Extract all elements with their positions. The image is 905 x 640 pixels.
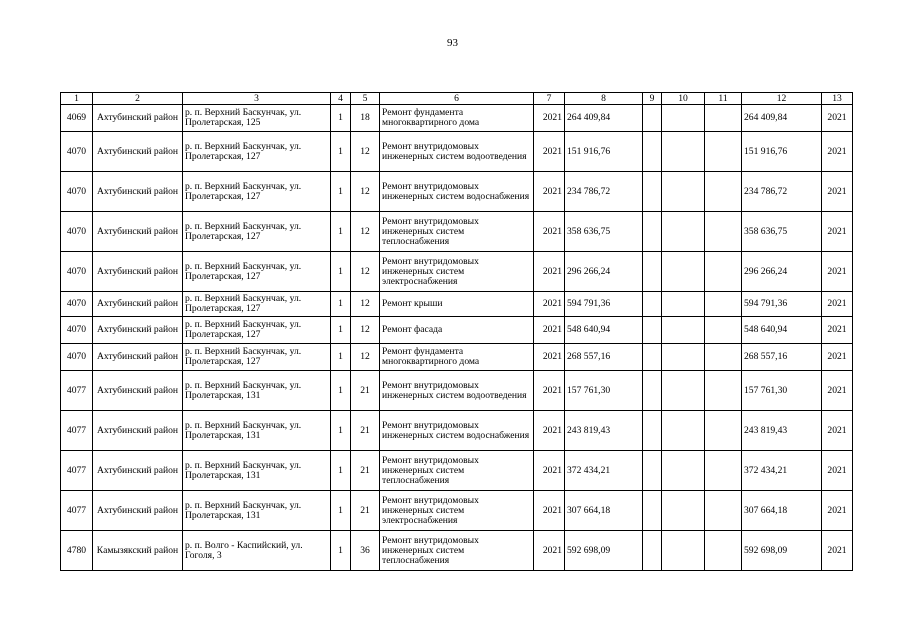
col10-cell [662, 317, 705, 344]
col11-cell [705, 451, 742, 491]
col11-cell [705, 411, 742, 451]
column-header: 9 [643, 93, 662, 105]
amount-cell: 234 786,72 [565, 172, 643, 212]
record-id-cell: 4077 [61, 491, 93, 531]
district-cell: Ахтубинский район [93, 411, 183, 451]
end-year-cell: 2021 [822, 132, 853, 172]
col9-cell [643, 105, 662, 132]
table-row [61, 531, 853, 571]
address-cell: р. п. Волго - Каспийский, ул. Гоголя, 3 [183, 531, 331, 571]
column-header: 10 [662, 93, 705, 105]
work-type-cell: Ремонт внутридомовых инженерных систем теплоснабжения [380, 212, 534, 252]
record-id-cell: 4070 [61, 292, 93, 317]
total-amount-cell: 268 557,16 [742, 344, 822, 371]
district-cell: Ахтубинский район [93, 105, 183, 132]
col10-cell [662, 105, 705, 132]
district-cell: Ахтубинский район [93, 371, 183, 411]
column-header: 7 [534, 93, 565, 105]
column-header: 13 [822, 93, 853, 105]
col5-cell: 12 [351, 344, 380, 371]
address-cell: р. п. Верхний Баскунчак, ул. Пролетарская, 127 [183, 317, 331, 344]
district-cell: Ахтубинский район [93, 317, 183, 344]
total-amount-cell: 296 266,24 [742, 252, 822, 292]
col10-cell [662, 491, 705, 531]
end-year-cell: 2021 [822, 344, 853, 371]
col11-cell [705, 212, 742, 252]
record-id-cell: 4069 [61, 105, 93, 132]
col10-cell [662, 132, 705, 172]
col11-cell [705, 371, 742, 411]
record-id-cell: 4077 [61, 411, 93, 451]
amount-cell: 358 636,75 [565, 212, 643, 252]
district-cell: Ахтубинский район [93, 132, 183, 172]
district-cell: Ахтубинский район [93, 172, 183, 212]
total-amount-cell: 592 698,09 [742, 531, 822, 571]
col5-cell: 36 [351, 531, 380, 571]
address-cell: р. п. Верхний Баскунчак, ул. Пролетарская, 131 [183, 411, 331, 451]
col5-cell: 21 [351, 451, 380, 491]
total-amount-cell: 234 786,72 [742, 172, 822, 212]
col5-cell: 21 [351, 371, 380, 411]
year-cell: 2021 [534, 491, 565, 531]
col11-cell [705, 531, 742, 571]
year-cell: 2021 [534, 317, 565, 344]
end-year-cell: 2021 [822, 292, 853, 317]
col4-cell: 1 [331, 252, 351, 292]
record-id-cell: 4070 [61, 317, 93, 344]
year-cell: 2021 [534, 212, 565, 252]
col9-cell [643, 317, 662, 344]
end-year-cell: 2021 [822, 212, 853, 252]
table-row [61, 411, 853, 451]
total-amount-cell: 151 916,76 [742, 132, 822, 172]
col11-cell [705, 252, 742, 292]
work-type-cell: Ремонт внутридомовых инженерных систем водоотведения [380, 132, 534, 172]
work-type-cell: Ремонт фундамента многоквартирного дома [380, 344, 534, 371]
col9-cell [643, 531, 662, 571]
amount-cell: 307 664,18 [565, 491, 643, 531]
col10-cell [662, 371, 705, 411]
address-cell: р. п. Верхний Баскунчак, ул. Пролетарская, 127 [183, 292, 331, 317]
col5-cell: 12 [351, 172, 380, 212]
district-cell: Камызякский район [93, 531, 183, 571]
page-number: 93 [447, 37, 458, 49]
table-row [61, 252, 853, 292]
column-header: 5 [351, 93, 380, 105]
end-year-cell: 2021 [822, 531, 853, 571]
col4-cell: 1 [331, 292, 351, 317]
col5-cell: 12 [351, 252, 380, 292]
district-cell: Ахтубинский район [93, 212, 183, 252]
total-amount-cell: 594 791,36 [742, 292, 822, 317]
year-cell: 2021 [534, 451, 565, 491]
end-year-cell: 2021 [822, 252, 853, 292]
table-row [61, 105, 853, 132]
address-cell: р. п. Верхний Баскунчак, ул. Пролетарская, 127 [183, 344, 331, 371]
col9-cell [643, 451, 662, 491]
district-cell: Ахтубинский район [93, 451, 183, 491]
col4-cell: 1 [331, 531, 351, 571]
amount-cell: 592 698,09 [565, 531, 643, 571]
header-row [61, 93, 853, 105]
col10-cell [662, 411, 705, 451]
work-type-cell: Ремонт внутридомовых инженерных систем водоотведения [380, 371, 534, 411]
col5-cell: 12 [351, 212, 380, 252]
amount-cell: 268 557,16 [565, 344, 643, 371]
amount-cell: 243 819,43 [565, 411, 643, 451]
work-type-cell: Ремонт внутридомовых инженерных систем электроснабжения [380, 252, 534, 292]
district-cell: Ахтубинский район [93, 344, 183, 371]
address-cell: р. п. Верхний Баскунчак, ул. Пролетарская, 127 [183, 132, 331, 172]
end-year-cell: 2021 [822, 317, 853, 344]
col9-cell [643, 344, 662, 371]
col5-cell: 12 [351, 132, 380, 172]
total-amount-cell: 157 761,30 [742, 371, 822, 411]
col10-cell [662, 531, 705, 571]
amount-cell: 372 434,21 [565, 451, 643, 491]
table-row [61, 292, 853, 317]
total-amount-cell: 358 636,75 [742, 212, 822, 252]
end-year-cell: 2021 [822, 451, 853, 491]
district-cell: Ахтубинский район [93, 491, 183, 531]
record-id-cell: 4070 [61, 132, 93, 172]
col10-cell [662, 344, 705, 371]
year-cell: 2021 [534, 292, 565, 317]
amount-cell: 548 640,94 [565, 317, 643, 344]
work-type-cell: Ремонт фундамента многоквартирного дома [380, 105, 534, 132]
year-cell: 2021 [534, 344, 565, 371]
work-type-cell: Ремонт внутридомовых инженерных систем теплоснабжения [380, 451, 534, 491]
col4-cell: 1 [331, 212, 351, 252]
col11-cell [705, 491, 742, 531]
table-row [61, 212, 853, 252]
col9-cell [643, 292, 662, 317]
year-cell: 2021 [534, 252, 565, 292]
col4-cell: 1 [331, 317, 351, 344]
column-header: 12 [742, 93, 822, 105]
total-amount-cell: 243 819,43 [742, 411, 822, 451]
amount-cell: 594 791,36 [565, 292, 643, 317]
column-header: 2 [93, 93, 183, 105]
end-year-cell: 2021 [822, 105, 853, 132]
col5-cell: 12 [351, 317, 380, 344]
work-type-cell: Ремонт фасада [380, 317, 534, 344]
column-header: 1 [61, 93, 93, 105]
col5-cell: 18 [351, 105, 380, 132]
col10-cell [662, 212, 705, 252]
col4-cell: 1 [331, 172, 351, 212]
col9-cell [643, 132, 662, 172]
table-row [61, 491, 853, 531]
col4-cell: 1 [331, 411, 351, 451]
amount-cell: 296 266,24 [565, 252, 643, 292]
work-type-cell: Ремонт внутридомовых инженерных систем водоснабжения [380, 172, 534, 212]
col4-cell: 1 [331, 105, 351, 132]
col10-cell [662, 252, 705, 292]
end-year-cell: 2021 [822, 491, 853, 531]
work-type-cell: Ремонт внутридомовых инженерных систем электроснабжения [380, 491, 534, 531]
address-cell: р. п. Верхний Баскунчак, ул. Пролетарская, 127 [183, 252, 331, 292]
col11-cell [705, 344, 742, 371]
table-row [61, 317, 853, 344]
col10-cell [662, 292, 705, 317]
amount-cell: 157 761,30 [565, 371, 643, 411]
column-header: 4 [331, 93, 351, 105]
total-amount-cell: 307 664,18 [742, 491, 822, 531]
end-year-cell: 2021 [822, 411, 853, 451]
record-id-cell: 4070 [61, 212, 93, 252]
record-id-cell: 4070 [61, 172, 93, 212]
year-cell: 2021 [534, 371, 565, 411]
year-cell: 2021 [534, 132, 565, 172]
work-type-cell: Ремонт крыши [380, 292, 534, 317]
column-header: 3 [183, 93, 331, 105]
col11-cell [705, 105, 742, 132]
table-row [61, 344, 853, 371]
end-year-cell: 2021 [822, 371, 853, 411]
repair-schedule-table [60, 92, 853, 571]
year-cell: 2021 [534, 105, 565, 132]
total-amount-cell: 264 409,84 [742, 105, 822, 132]
table-row [61, 172, 853, 212]
table-row [61, 371, 853, 411]
col9-cell [643, 212, 662, 252]
address-cell: р. п. Верхний Баскунчак, ул. Пролетарская, 127 [183, 172, 331, 212]
year-cell: 2021 [534, 172, 565, 212]
col10-cell [662, 172, 705, 212]
col4-cell: 1 [331, 344, 351, 371]
total-amount-cell: 372 434,21 [742, 451, 822, 491]
col11-cell [705, 132, 742, 172]
table-row [61, 132, 853, 172]
col4-cell: 1 [331, 451, 351, 491]
record-id-cell: 4077 [61, 451, 93, 491]
record-id-cell: 4070 [61, 252, 93, 292]
amount-cell: 151 916,76 [565, 132, 643, 172]
table-row [61, 451, 853, 491]
district-cell: Ахтубинский район [93, 292, 183, 317]
amount-cell: 264 409,84 [565, 105, 643, 132]
col11-cell [705, 172, 742, 212]
district-cell: Ахтубинский район [93, 252, 183, 292]
column-header: 6 [380, 93, 534, 105]
address-cell: р. п. Верхний Баскунчак, ул. Пролетарская, 125 [183, 105, 331, 132]
col11-cell [705, 317, 742, 344]
col5-cell: 21 [351, 491, 380, 531]
record-id-cell: 4077 [61, 371, 93, 411]
col11-cell [705, 292, 742, 317]
work-type-cell: Ремонт внутридомовых инженерных систем водоснабжения [380, 411, 534, 451]
address-cell: р. п. Верхний Баскунчак, ул. Пролетарская, 131 [183, 451, 331, 491]
record-id-cell: 4070 [61, 344, 93, 371]
col9-cell [643, 411, 662, 451]
year-cell: 2021 [534, 531, 565, 571]
column-header: 8 [565, 93, 643, 105]
column-header: 11 [705, 93, 742, 105]
col4-cell: 1 [331, 491, 351, 531]
end-year-cell: 2021 [822, 172, 853, 212]
total-amount-cell: 548 640,94 [742, 317, 822, 344]
work-type-cell: Ремонт внутридомовых инженерных систем теплоснабжения [380, 531, 534, 571]
col5-cell: 12 [351, 292, 380, 317]
col5-cell: 21 [351, 411, 380, 451]
col9-cell [643, 491, 662, 531]
year-cell: 2021 [534, 411, 565, 451]
col9-cell [643, 371, 662, 411]
address-cell: р. п. Верхний Баскунчак, ул. Пролетарская, 131 [183, 371, 331, 411]
col9-cell [643, 252, 662, 292]
col4-cell: 1 [331, 132, 351, 172]
record-id-cell: 4780 [61, 531, 93, 571]
col4-cell: 1 [331, 371, 351, 411]
col9-cell [643, 172, 662, 212]
col10-cell [662, 451, 705, 491]
address-cell: р. п. Верхний Баскунчак, ул. Пролетарская, 127 [183, 212, 331, 252]
address-cell: р. п. Верхний Баскунчак, ул. Пролетарская, 131 [183, 491, 331, 531]
